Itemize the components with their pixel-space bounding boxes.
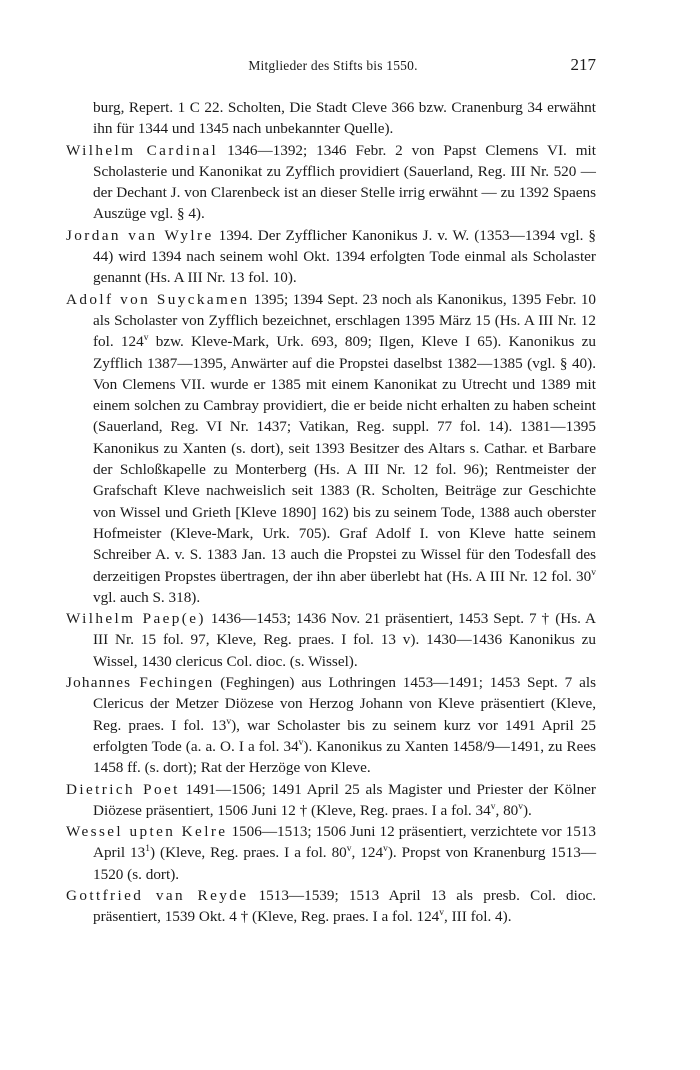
- entry-johannes-fechingen: [66, 672, 596, 778]
- entry-text: , 80: [495, 801, 519, 819]
- entry-jordan-van-wylre: [66, 225, 596, 289]
- entry-text: 1394. Der Zyfflicher Kanonikus J. v. W. (1353—1394 vgl. § 44) wird 1394 nach seinem wohl Okt. 1394 erfolgten Tode einmal als Scholaster genannt (Hs. A III Nr. 13 fol. 10).: [93, 226, 597, 287]
- entry-text: 1491—1506; 1491 April 25 als Magister und Priester der Kölner Diözese präsentiert, 1506 Juni 12 † (Kleve, Reg. praes. I a fol. 34: [93, 780, 596, 819]
- entry-text: ), war Scholaster bis zu seinem kurz vor 1491 April 25 erfolgten Tode (a. a. O. I a fol. 34: [93, 716, 596, 755]
- superscript: v: [439, 908, 445, 919]
- entry-text: , 124: [351, 844, 384, 862]
- entry-text: 1436—1453; 1436 Nov. 21 präsentiert, 1453 Sept. 7 † (Hs. A III Nr. 15 fol. 97, Kleve, Reg. praes. I fol. 13 v). 1430—1436 Kanonikus zu Wissel, 1430 clericus Col. dioc. (s. Wissel).: [93, 610, 596, 670]
- entry-name: Dietrich Poet: [66, 780, 180, 798]
- entry-dietrich-poet: [66, 779, 596, 822]
- entry-text: , III fol. 4).: [444, 908, 512, 926]
- superscript: v: [490, 801, 496, 812]
- entry-text: 1346—1392; 1346 Febr. 2 von Papst Clemens VI. mit Scholasterie und Kanonikat zu Zyfflich providiert (Sauerland, Reg. III Nr. 520 — der Dechant J. von Clarenbeck ist an dieser Stelle irrig erwähnt — zu 1392 Spaens Auszüge vgl. § 4).: [93, 141, 596, 223]
- superscript: v: [518, 801, 523, 812]
- superscript: v: [383, 844, 388, 855]
- superscript: v: [298, 737, 304, 748]
- entry-text: 1395; 1394 Sept. 23 noch als Kanonikus, 1395 Febr. 10 als Scholaster von Zyfflich bezeichnet, erschlagen 1395 März 15 (Hs. A III Nr. 12 fol. 124: [93, 290, 597, 351]
- entry-name: Wessel upten Kelre: [66, 823, 228, 841]
- entry-name: Wilhelm Paep(e): [66, 610, 206, 628]
- superscript: v: [591, 567, 596, 578]
- entry-continuation: [66, 97, 596, 140]
- entry-wilhelm-paep: [66, 608, 596, 672]
- entry-text: (Feghingen) aus Lothringen 1453—1491; 1453 Sept. 7 als Clericus der Metzer Diözese von Herzog Johann von Kleve präsentiert (Kleve, Reg. praes. I fol. 13: [93, 674, 596, 734]
- entry-name: Wilhelm Cardinal: [66, 141, 219, 159]
- entry-name: Gottfried van Reyde: [66, 886, 249, 904]
- entry-gottfried-van-reyde: [66, 885, 596, 928]
- entry-text: ). Propst von Kranenburg 1513—1520 (s. dort).: [93, 844, 597, 883]
- entry-adolf-von-suyckamen: [66, 289, 596, 608]
- entry-name: Jordan van Wylre: [66, 226, 214, 244]
- running-title: Mitglieder des Stifts bis 1550.: [248, 58, 418, 73]
- entry-name: Johannes Fechingen: [66, 674, 214, 692]
- entry-wilhelm-cardinal: [66, 140, 596, 225]
- entry-text: vgl. auch S. 318).: [93, 588, 201, 606]
- superscript: v: [346, 844, 352, 855]
- entry-text: ).: [523, 801, 532, 819]
- superscript: v: [226, 716, 232, 727]
- body-text: [66, 97, 596, 928]
- entry-text: 1513—1539; 1513 April 13 als presb. Col. dioc. präsentiert, 1539 Okt. 4 † (Kleve, Reg. praes. I a fol. 124: [93, 886, 596, 926]
- entry-text: bzw. Kleve-Mark, Urk. 693, 809; Ilgen, Kleve I 65). Kanonikus zu Zyfflich 1387—1395, Anwärter auf die Propstei daselbst 1382—1385 (vgl. § 40). Von Clemens VII. wurde er 1385 mit einem Kanonikat zu Utrecht und 1389 mit einem solchen zu Cambray providiert, die er beide nicht erhalten zu haben scheint (Sauerland, Reg. VI Nr. 1437; Vatikan, Reg. suppl. 77 fol. 14). 1381—1395 Kanonikus zu Xanten (s. dort), seit 1393 Besitzer des Altars s. Cathar. et Barbare der Schloßkapelle zu Monterberg (Hs. A III Nr. 12 fol. 96); Rentmeister der Grafschaft Kleve nachweislich seit 1383 (R. Scholten, Beiträge zur Geschichte von Wissel und Grieth [Kleve 1890] 162) bis zu seinem Tode, 1388 auch oberster Hofmeister (Kleve-Mark, Urk. 705). Graf Adolf I. von Kleve hatte seinem Schreiber A. v. S. 1383 Jan. 13 auch die Propstei zu Wissel für den Todesfall des derzeitigen Propstes übertragen, der ihn aber überlebt hat (Hs. A III Nr. 12 fol. 30: [93, 333, 596, 585]
- superscript: v: [143, 333, 149, 344]
- page-header: [70, 55, 596, 82]
- page-number: 217: [570, 55, 596, 74]
- entry-text: ). Kanonikus zu Xanten 1458/9—1491, zu Rees 1458 ff. (s. dort); Rat der Herzöge von Kleve.: [93, 737, 596, 777]
- entry-text: ) (Kleve, Reg. praes. I a fol. 80: [149, 844, 347, 862]
- entry-text: 1506—1513; 1506 Juni 12 präsentiert, verzichtete vor 1513 April 13: [93, 823, 596, 862]
- entry-wessel-upten-kelre: [66, 821, 596, 885]
- footnote-mark: 1: [145, 844, 150, 855]
- entry-text: burg, Repert. 1 C 22. Scholten, Die Stadt Cleve 366 bzw. Cranenburg 34 erwähnt ihn für 1344 und 1345 nach unbekannter Quelle).: [93, 99, 596, 138]
- entry-name: Adolf von Suyckamen: [66, 290, 250, 308]
